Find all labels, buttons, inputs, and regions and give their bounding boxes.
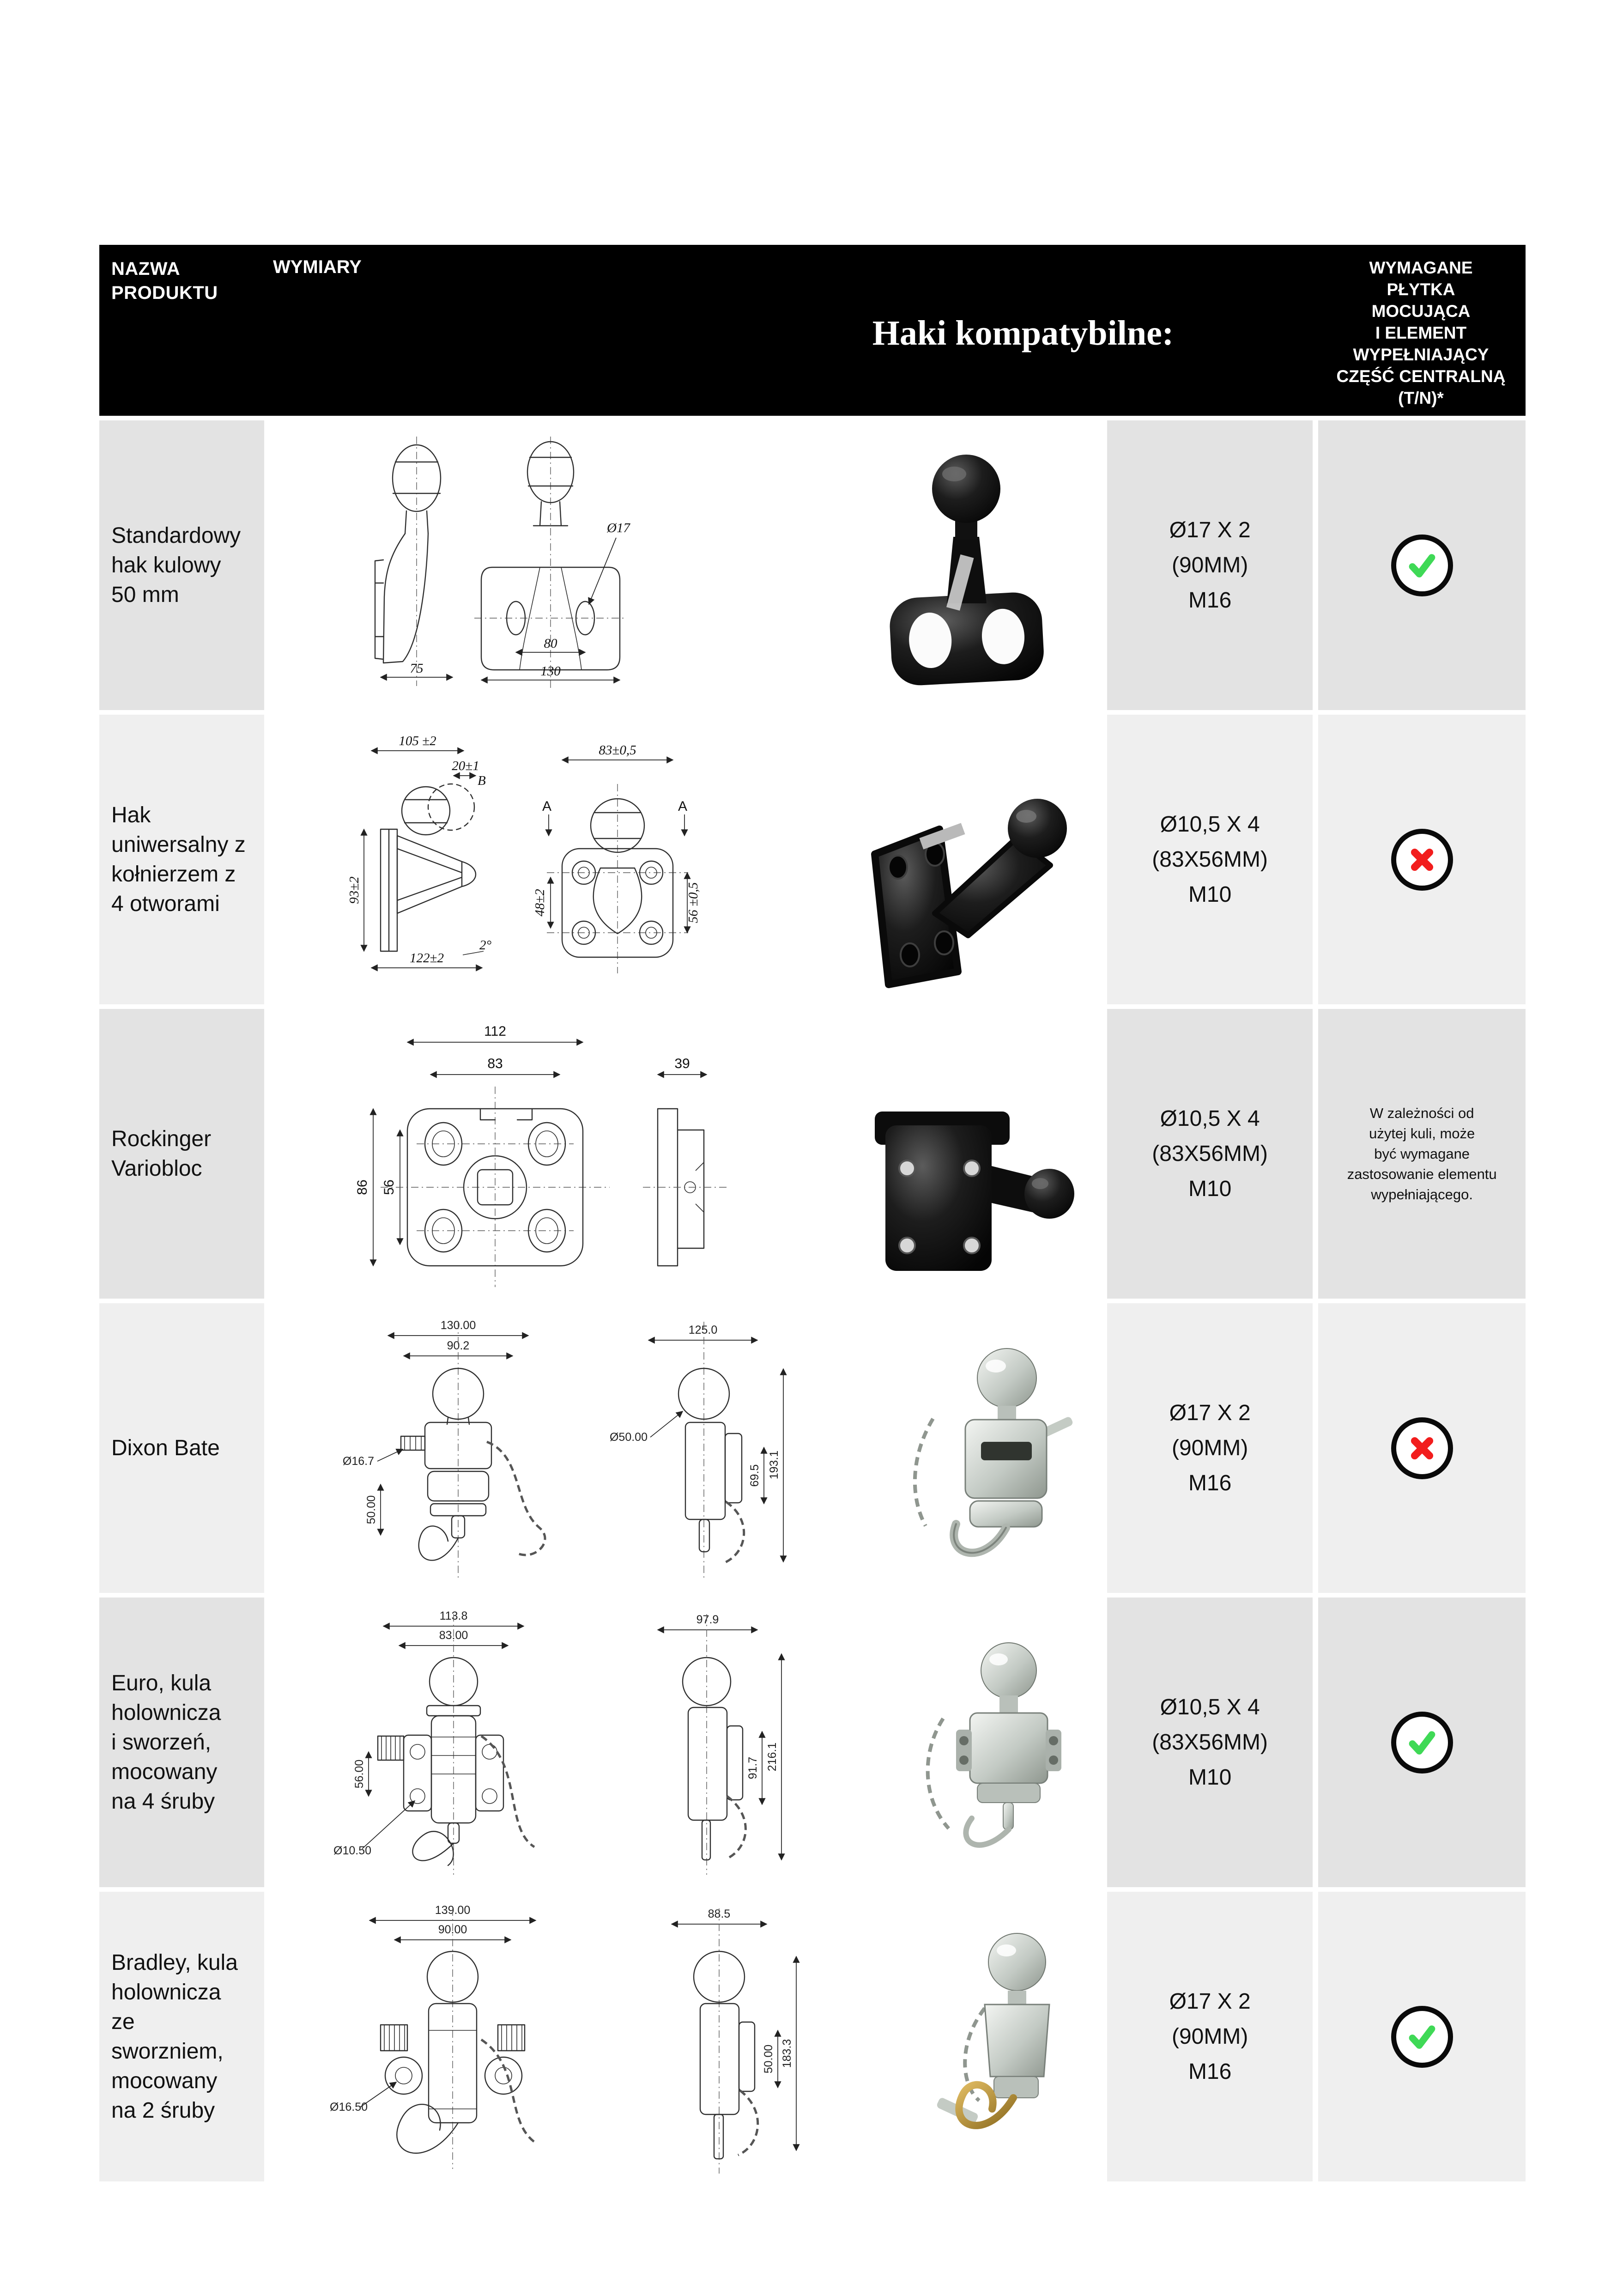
dimensions-cell	[264, 420, 1107, 710]
dim-label: Ø10.50	[333, 1844, 371, 1857]
dimensions-cell	[264, 1892, 1107, 2181]
table-row	[99, 420, 1526, 710]
dim-label: Ø16.50	[329, 2101, 368, 2114]
header-dimensions	[266, 245, 1174, 416]
technical-drawing-row1	[264, 420, 1107, 710]
column-divider	[1313, 1892, 1318, 2181]
dim-label: 216.1	[765, 1742, 779, 1772]
cross-icon	[1391, 1417, 1453, 1479]
product-name-cell: Hak uniwersalny z kołnierzem z 4 otworami	[99, 715, 264, 1004]
product-photo	[888, 455, 1045, 686]
spec-cell: Ø10,5 X 4 (83X56MM) M10	[1107, 1009, 1313, 1299]
dimensions-cell	[264, 1303, 1107, 1593]
table-row	[99, 1303, 1526, 1593]
dim-label: 113.8	[439, 1610, 468, 1622]
check-icon	[1391, 535, 1453, 596]
product-photo	[875, 1112, 1074, 1271]
dim-label: 97.9	[696, 1613, 719, 1626]
dim-label: 83	[487, 1056, 503, 1071]
table-row	[99, 715, 1526, 1004]
spec-cell: Ø10,5 X 4 (83X56MM) M10	[1107, 715, 1313, 1004]
dim-label: 139.00	[435, 1904, 471, 1917]
dim-label: 88.5	[708, 1907, 731, 1920]
spec-cell: Ø10,5 X 4 (83X56MM) M10	[1107, 1597, 1313, 1887]
dim-label: Ø16.7	[342, 1455, 374, 1468]
dim-label: 50.00	[364, 1495, 378, 1525]
spec-cell: Ø17 X 2 (90MM) M16	[1107, 1892, 1313, 2181]
dim-label: 93±2	[346, 876, 362, 904]
dim-label: 112	[484, 1024, 506, 1039]
dim-label: 83.00	[439, 1629, 468, 1642]
dim-label: 130.00	[440, 1319, 476, 1332]
result-cell	[1318, 1303, 1526, 1593]
dim-label: Ø50.00	[609, 1431, 648, 1444]
column-divider	[1313, 715, 1318, 1004]
header-dimensions-label: WYMIARY	[273, 257, 362, 277]
dim-label: B	[477, 773, 486, 788]
dim-label: 91.7	[746, 1756, 759, 1780]
dim-label: 183.3	[780, 2039, 793, 2068]
column-divider	[1313, 1303, 1318, 1593]
technical-drawing-row3	[264, 1009, 1107, 1299]
product-photo	[915, 1348, 1074, 1553]
dim-label: 75	[410, 661, 424, 676]
product-name-cell: Euro, kula holownicza i sworzeń, mocowany na 4 śruby	[99, 1597, 264, 1887]
result-cell	[1318, 715, 1526, 1004]
dim-label: 2°	[479, 938, 491, 953]
result-cell	[1318, 1009, 1526, 1299]
dim-label: 56 ±0,5	[685, 882, 701, 923]
dim-label: 56	[381, 1179, 397, 1195]
header-required-plate: WYMAGANE PŁYTKA MOCUJĄCA I ELEMENT WYPEŁNIAJĄCY CZĘŚĆ CENTRALNĄ (T/N)*	[1336, 258, 1506, 407]
dim-label: 50.00	[762, 2044, 775, 2074]
dimensions-cell	[264, 1597, 1107, 1887]
product-name-cell: Bradley, kula holownicza ze sworzniem, mocowany na 2 śruby	[99, 1892, 264, 2181]
product-name-cell: Standardowy hak kulowy 50 mm	[99, 420, 264, 710]
dim-label: 56.00	[352, 1759, 366, 1789]
dim-label: 86	[354, 1179, 370, 1195]
technical-drawing-row5	[264, 1597, 1107, 1887]
table-row	[99, 1009, 1526, 1299]
result-cell	[1318, 1597, 1526, 1887]
dimensions-cell	[264, 715, 1107, 1004]
dim-label: 90.2	[447, 1339, 470, 1352]
dim-label: 130	[540, 664, 561, 679]
column-divider	[1313, 420, 1318, 710]
dim-label: 122±2	[409, 951, 444, 966]
result-cell	[1318, 1892, 1526, 2181]
dim-label: A	[542, 799, 551, 814]
dim-label: 193.1	[767, 1450, 781, 1480]
dim-label: 80	[544, 636, 557, 651]
product-photo	[936, 1933, 1049, 2126]
header-product-name: NAZWA PRODUKTU	[111, 259, 218, 303]
check-icon	[1391, 1712, 1453, 1774]
column-divider	[1313, 1597, 1318, 1887]
product-name-cell: Rockinger Variobloc	[99, 1009, 264, 1299]
product-photo	[927, 1643, 1061, 1845]
product-photo	[875, 799, 1067, 984]
dim-label: 48±2	[532, 889, 547, 917]
check-icon	[1391, 2006, 1453, 2068]
dim-label: Ø17	[606, 521, 630, 535]
result-note: W zależności od użytej kuli, może być wymagane zastosowanie elementu wypełniającego.	[1347, 1105, 1497, 1203]
dimensions-cell	[264, 1009, 1107, 1299]
spec-cell: Ø17 X 2 (90MM) M16	[1107, 420, 1313, 710]
spec-cell: Ø17 X 2 (90MM) M16	[1107, 1303, 1313, 1593]
table-header	[99, 245, 1526, 416]
cross-icon	[1391, 829, 1453, 891]
product-table	[99, 245, 1526, 2181]
dim-label: 69.5	[748, 1464, 761, 1487]
result-cell	[1318, 420, 1526, 710]
dim-label: A	[678, 799, 687, 814]
page-title: Haki kompatybilne:	[872, 314, 1174, 352]
dim-label: 125.0	[688, 1324, 718, 1336]
technical-drawing-row6	[264, 1892, 1107, 2181]
product-name-cell: Dixon Bate	[99, 1303, 264, 1593]
dim-label: 90.00	[438, 1923, 467, 1936]
dim-label: 20±1	[452, 759, 479, 773]
technical-drawing-row2	[264, 715, 1107, 1004]
table-row	[99, 1892, 1526, 2181]
column-divider	[1313, 1009, 1318, 1299]
table-row	[99, 1597, 1526, 1887]
dim-label: 83±0,5	[599, 743, 636, 758]
dim-label: 105 ±2	[399, 734, 436, 748]
technical-drawing-row4	[264, 1303, 1107, 1593]
dim-label: 39	[674, 1056, 690, 1071]
